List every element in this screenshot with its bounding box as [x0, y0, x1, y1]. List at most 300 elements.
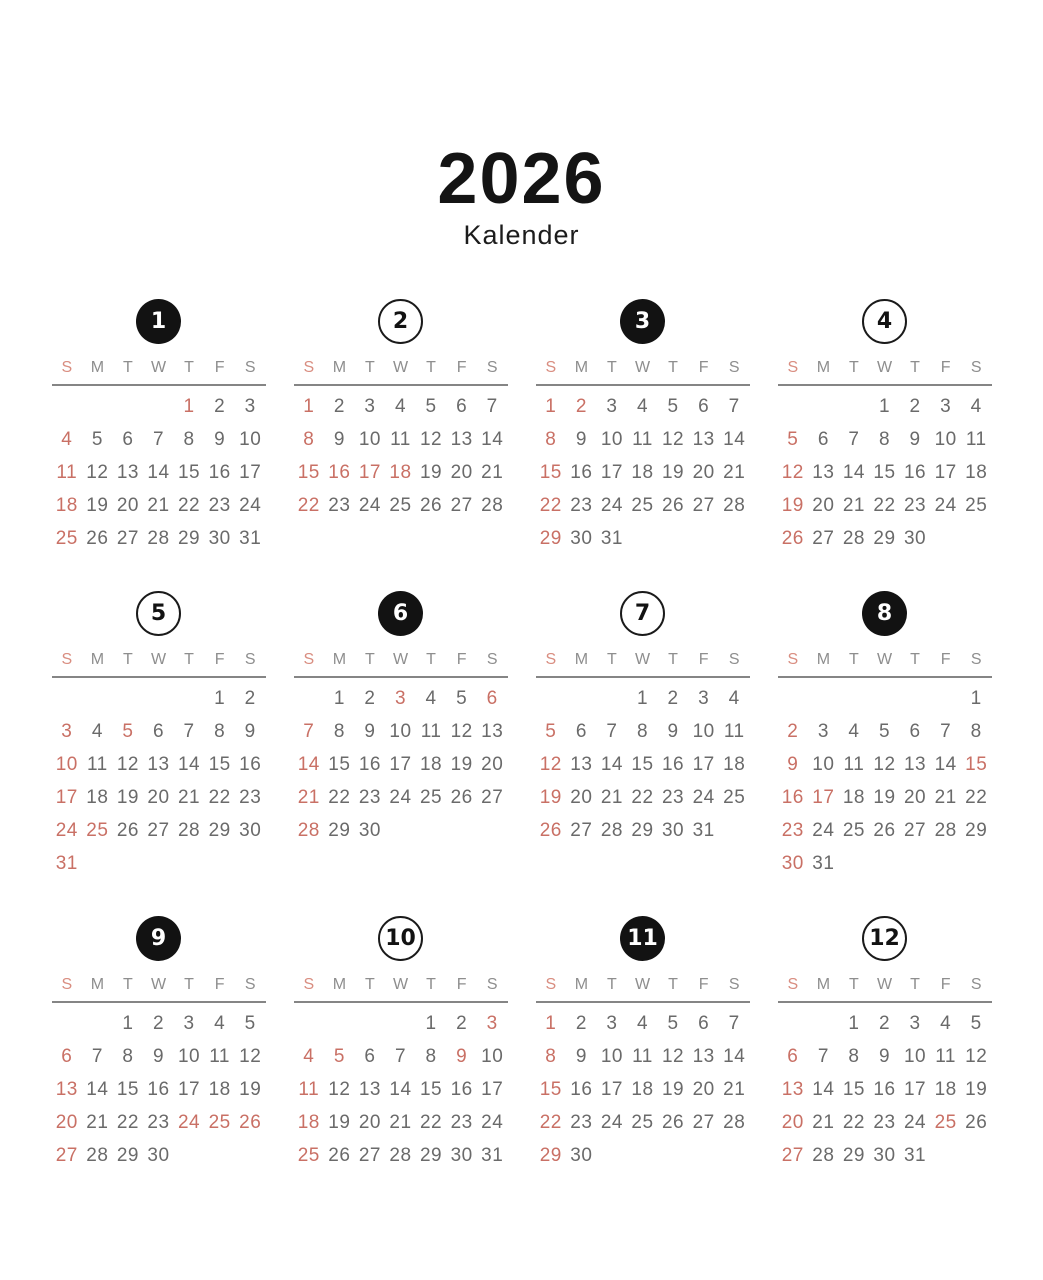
- empty-cell: [294, 682, 325, 715]
- day-cell: 19: [328, 1112, 351, 1133]
- day-cell: 7: [152, 429, 165, 450]
- day-cell: 17: [177, 1079, 201, 1100]
- day-cell: 27: [55, 1145, 78, 1166]
- day-cell: 25: [965, 495, 988, 516]
- day-cell: 31: [903, 1145, 927, 1166]
- weekday-label: W: [150, 976, 167, 993]
- day-cell: 6: [456, 396, 468, 417]
- day-cell: 18: [934, 1079, 957, 1100]
- day-cell: 10: [239, 429, 262, 450]
- day-cell: 5: [122, 721, 134, 742]
- weekday-label: T: [123, 651, 133, 668]
- day-cell: 11: [965, 429, 987, 450]
- day-cell: 15: [208, 754, 231, 775]
- day-cell: 28: [86, 1145, 109, 1166]
- day-cell: 20: [55, 1112, 78, 1133]
- day-cell: 17: [481, 1079, 504, 1100]
- month-number-badge: 3: [620, 299, 665, 344]
- month-number-badge: 2: [378, 299, 423, 344]
- weekday-label: T: [607, 651, 617, 668]
- day-cell: 17: [239, 462, 262, 483]
- weekday-label: S: [970, 359, 982, 376]
- weekday-label: W: [392, 651, 409, 668]
- weekday-label: F: [940, 976, 951, 993]
- day-cell: 3: [606, 1013, 618, 1034]
- day-cell: 2: [787, 721, 799, 742]
- weekday-label: T: [184, 976, 194, 993]
- day-cell: 11: [420, 721, 442, 742]
- day-cell: 21: [86, 1112, 109, 1133]
- day-cell: 5: [878, 721, 891, 742]
- day-cell: 25: [631, 1112, 654, 1133]
- day-cell: 26: [450, 787, 473, 808]
- weekday-label: T: [849, 976, 859, 993]
- day-cell: 8: [333, 721, 345, 742]
- day-cell: 3: [183, 1013, 195, 1034]
- day-cell: 2: [575, 1013, 587, 1034]
- day-cell: 21: [934, 787, 957, 808]
- day-cell: 12: [965, 1046, 988, 1067]
- day-cell: 5: [333, 1046, 345, 1067]
- day-cell: 8: [545, 429, 557, 450]
- day-cell: 19: [116, 787, 139, 808]
- day-cell: 24: [481, 1112, 504, 1133]
- weekday-label: M: [816, 359, 831, 376]
- day-cell: 30: [208, 528, 231, 549]
- day-cell: 17: [934, 462, 957, 483]
- day-cell: 13: [358, 1079, 381, 1100]
- weekday-header-row: [778, 976, 992, 1003]
- day-cell: 27: [450, 495, 473, 516]
- day-cell: 8: [636, 721, 649, 742]
- day-cell: 19: [661, 462, 685, 483]
- day-cell: 29: [177, 528, 201, 549]
- day-cell: 12: [328, 1079, 351, 1100]
- weekday-label: S: [787, 359, 799, 376]
- empty-cell: [566, 682, 597, 715]
- weekday-label: S: [486, 359, 498, 376]
- day-cell: 11: [723, 721, 745, 742]
- day-cell: 13: [692, 429, 715, 450]
- day-cell: 9: [787, 754, 799, 775]
- day-cell: 4: [636, 1013, 649, 1034]
- day-cell: 12: [419, 429, 443, 450]
- empty-cell: [536, 682, 567, 715]
- day-cell: 7: [91, 1046, 103, 1067]
- day-cell: 22: [177, 495, 201, 516]
- day-cell: 4: [61, 429, 73, 450]
- day-cell: 15: [539, 1079, 562, 1100]
- day-cell: 24: [177, 1112, 201, 1133]
- day-cell: 30: [358, 820, 381, 841]
- day-cell: 30: [903, 528, 927, 549]
- weekday-label: F: [456, 651, 467, 668]
- day-cell: 6: [575, 721, 587, 742]
- day-cell: 19: [539, 787, 562, 808]
- day-cell: 21: [723, 1079, 746, 1100]
- day-cell: 1: [333, 688, 345, 709]
- day-cell: 23: [873, 1112, 896, 1133]
- weekday-header-row: [52, 359, 266, 386]
- month-1: [52, 299, 266, 555]
- day-cell: 5: [667, 1013, 679, 1034]
- day-cell: 16: [570, 1079, 593, 1100]
- day-cell: 23: [239, 787, 262, 808]
- day-cell: 8: [545, 1046, 557, 1067]
- day-cell: 10: [177, 1046, 201, 1067]
- day-cell: 6: [909, 721, 921, 742]
- day-cell: 17: [55, 787, 78, 808]
- day-cell: 7: [728, 1013, 740, 1034]
- weekday-label: F: [214, 651, 225, 668]
- day-cell: 17: [389, 754, 412, 775]
- weekday-label: M: [90, 651, 105, 668]
- weekday-label: T: [426, 651, 436, 668]
- day-cell: 24: [692, 787, 715, 808]
- day-cell: 22: [631, 787, 654, 808]
- day-cell: 28: [177, 820, 201, 841]
- day-cell: 25: [419, 787, 443, 808]
- day-cell: 11: [632, 429, 653, 450]
- weekday-header-row: [52, 976, 266, 1003]
- day-cell: 4: [970, 396, 982, 417]
- day-cell: 27: [570, 820, 593, 841]
- day-cell: 13: [781, 1079, 804, 1100]
- day-cell: 31: [239, 528, 262, 549]
- day-cell: 16: [570, 462, 593, 483]
- day-cell: 15: [419, 1079, 443, 1100]
- day-cell: 26: [239, 1112, 262, 1133]
- day-cell: 13: [812, 462, 835, 483]
- day-cell: 10: [903, 1046, 927, 1067]
- month-10: [294, 916, 508, 1172]
- empty-cell: [324, 1007, 355, 1040]
- day-cell: 27: [692, 495, 715, 516]
- day-cell: 26: [661, 495, 685, 516]
- day-cell: 27: [812, 528, 835, 549]
- day-cell: 11: [390, 429, 411, 450]
- month-number-badge: 9: [136, 916, 181, 961]
- day-cell: 6: [152, 721, 165, 742]
- day-cell: 16: [873, 1079, 896, 1100]
- weekday-label: T: [668, 976, 678, 993]
- day-cell: 17: [600, 1079, 623, 1100]
- day-cell: 5: [667, 396, 679, 417]
- day-cell: 8: [848, 1046, 860, 1067]
- day-cell: 27: [781, 1145, 804, 1166]
- day-cell: 1: [425, 1013, 437, 1034]
- weekday-label: F: [214, 976, 225, 993]
- day-cell: 25: [842, 820, 865, 841]
- day-cell: 7: [394, 1046, 407, 1067]
- day-cell: 23: [903, 495, 927, 516]
- days-grid: [778, 1007, 992, 1172]
- month-number-badge: 10: [378, 916, 423, 961]
- empty-cell: [597, 682, 628, 715]
- day-cell: 19: [239, 1079, 262, 1100]
- day-cell: 6: [817, 429, 829, 450]
- day-cell: 9: [909, 429, 921, 450]
- empty-cell: [808, 1007, 839, 1040]
- day-cell: 16: [239, 754, 262, 775]
- day-cell: 20: [147, 787, 170, 808]
- day-cell: 12: [539, 754, 562, 775]
- day-cell: 9: [333, 429, 345, 450]
- day-cell: 13: [147, 754, 170, 775]
- month-9: [52, 916, 266, 1172]
- day-cell: 4: [940, 1013, 952, 1034]
- day-cell: 23: [661, 787, 685, 808]
- day-cell: 19: [781, 495, 804, 516]
- day-cell: 24: [600, 495, 623, 516]
- empty-cell: [355, 1007, 386, 1040]
- day-cell: 14: [481, 429, 504, 450]
- day-cell: 28: [389, 1145, 412, 1166]
- day-cell: 4: [91, 721, 103, 742]
- day-cell: 12: [661, 1046, 685, 1067]
- day-cell: 1: [545, 1013, 557, 1034]
- month-number-badge: 12: [862, 916, 907, 961]
- weekday-header-row: [536, 359, 750, 386]
- day-cell: 8: [878, 429, 891, 450]
- day-cell: 1: [848, 1013, 860, 1034]
- day-cell: 22: [208, 787, 231, 808]
- day-cell: 21: [389, 1112, 412, 1133]
- weekday-label: W: [876, 359, 893, 376]
- day-cell: 6: [364, 1046, 376, 1067]
- month-3: [536, 299, 750, 555]
- day-cell: 13: [450, 429, 473, 450]
- weekday-label: T: [365, 651, 375, 668]
- day-cell: 25: [723, 787, 746, 808]
- day-cell: 11: [935, 1046, 956, 1067]
- empty-cell: [778, 1007, 809, 1040]
- day-cell: 3: [486, 1013, 498, 1034]
- day-cell: 13: [903, 754, 927, 775]
- day-cell: 16: [328, 462, 351, 483]
- day-cell: 20: [812, 495, 835, 516]
- empty-cell: [385, 1007, 416, 1040]
- weekday-label: M: [816, 976, 831, 993]
- weekday-label: F: [456, 359, 467, 376]
- day-cell: 8: [303, 429, 315, 450]
- months-grid: [0, 299, 1043, 1172]
- empty-cell: [839, 682, 870, 715]
- day-cell: 14: [812, 1079, 835, 1100]
- day-cell: 23: [358, 787, 381, 808]
- day-cell: 26: [965, 1112, 988, 1133]
- days-grid: [294, 682, 508, 847]
- day-cell: 29: [873, 528, 896, 549]
- day-cell: 29: [419, 1145, 443, 1166]
- day-cell: 22: [419, 1112, 443, 1133]
- weekday-label: T: [849, 651, 859, 668]
- day-cell: 2: [456, 1013, 468, 1034]
- day-cell: 31: [692, 820, 715, 841]
- day-cell: 25: [389, 495, 412, 516]
- day-cell: 14: [177, 754, 201, 775]
- day-cell: 3: [698, 688, 710, 709]
- day-cell: 18: [389, 462, 412, 483]
- day-cell: 27: [692, 1112, 715, 1133]
- weekday-label: S: [303, 651, 315, 668]
- day-cell: 10: [358, 429, 381, 450]
- day-cell: 5: [787, 429, 799, 450]
- day-cell: 30: [661, 820, 685, 841]
- day-cell: 16: [208, 462, 231, 483]
- weekday-label: S: [545, 976, 557, 993]
- day-cell: 29: [208, 820, 231, 841]
- day-cell: 18: [208, 1079, 231, 1100]
- day-cell: 15: [116, 1079, 139, 1100]
- day-cell: 25: [631, 495, 654, 516]
- weekday-label: S: [787, 976, 799, 993]
- day-cell: 19: [86, 495, 109, 516]
- day-cell: 25: [208, 1112, 231, 1133]
- day-cell: 30: [239, 820, 262, 841]
- weekday-label: S: [970, 651, 982, 668]
- month-number-badge: 7: [620, 591, 665, 636]
- weekday-label: T: [123, 976, 133, 993]
- empty-cell: [174, 682, 205, 715]
- day-cell: 19: [873, 787, 896, 808]
- day-cell: 21: [842, 495, 865, 516]
- day-cell: 29: [631, 820, 654, 841]
- day-cell: 7: [303, 721, 315, 742]
- weekday-header-row: [536, 651, 750, 678]
- weekday-label: F: [698, 976, 709, 993]
- weekday-label: S: [61, 976, 73, 993]
- day-cell: 2: [333, 396, 345, 417]
- day-cell: 27: [903, 820, 927, 841]
- day-cell: 17: [812, 787, 835, 808]
- days-grid: [52, 390, 266, 555]
- month-8: [778, 591, 992, 880]
- month-number-badge: 11: [620, 916, 665, 961]
- day-cell: 20: [116, 495, 139, 516]
- empty-cell: [778, 682, 809, 715]
- day-cell: 4: [636, 396, 649, 417]
- day-cell: 1: [214, 688, 226, 709]
- day-cell: 18: [631, 462, 654, 483]
- weekday-label: M: [816, 651, 831, 668]
- weekday-label: S: [545, 651, 557, 668]
- days-grid: [536, 1007, 750, 1172]
- day-cell: 13: [481, 721, 504, 742]
- day-cell: 24: [934, 495, 957, 516]
- month-number-badge: 8: [862, 591, 907, 636]
- weekday-label: T: [910, 359, 920, 376]
- day-cell: 31: [812, 853, 835, 874]
- day-cell: 18: [965, 462, 988, 483]
- day-cell: 29: [842, 1145, 865, 1166]
- day-cell: 20: [781, 1112, 804, 1133]
- day-cell: 10: [600, 429, 623, 450]
- empty-cell: [778, 390, 809, 423]
- weekday-label: M: [574, 976, 589, 993]
- weekday-label: M: [90, 359, 105, 376]
- day-cell: 9: [667, 721, 679, 742]
- day-cell: 19: [419, 462, 443, 483]
- day-cell: 28: [723, 1112, 746, 1133]
- day-cell: 29: [965, 820, 988, 841]
- day-cell: 26: [873, 820, 896, 841]
- day-cell: 8: [970, 721, 982, 742]
- day-cell: 25: [55, 528, 78, 549]
- empty-cell: [52, 390, 83, 423]
- day-cell: 24: [812, 820, 835, 841]
- day-cell: 22: [873, 495, 896, 516]
- weekday-label: W: [150, 651, 167, 668]
- day-cell: 14: [600, 754, 623, 775]
- calendar-subtitle: Kalender: [463, 220, 580, 250]
- day-cell: 14: [723, 429, 746, 450]
- day-cell: 17: [692, 754, 715, 775]
- day-cell: 3: [364, 396, 376, 417]
- day-cell: 15: [631, 754, 654, 775]
- day-cell: 25: [86, 820, 109, 841]
- weekday-label: T: [426, 976, 436, 993]
- weekday-label: F: [940, 651, 951, 668]
- day-cell: 1: [545, 396, 557, 417]
- day-cell: 12: [116, 754, 139, 775]
- month-6: [294, 591, 508, 880]
- empty-cell: [839, 390, 870, 423]
- empty-cell: [52, 1007, 83, 1040]
- day-cell: 13: [55, 1079, 78, 1100]
- day-cell: 29: [539, 1145, 562, 1166]
- weekday-label: M: [332, 651, 347, 668]
- weekday-label: T: [607, 359, 617, 376]
- month-number-badge: 6: [378, 591, 423, 636]
- day-cell: 7: [486, 396, 498, 417]
- day-cell: 30: [570, 1145, 593, 1166]
- day-cell: 24: [600, 1112, 623, 1133]
- day-cell: 27: [116, 528, 139, 549]
- day-cell: 10: [600, 1046, 623, 1067]
- day-cell: 18: [419, 754, 443, 775]
- day-cell: 2: [214, 396, 226, 417]
- day-cell: 10: [481, 1046, 504, 1067]
- day-cell: 16: [358, 754, 381, 775]
- day-cell: 20: [692, 1079, 715, 1100]
- day-cell: 6: [486, 688, 498, 709]
- day-cell: 12: [450, 721, 473, 742]
- weekday-label: T: [365, 359, 375, 376]
- day-cell: 17: [600, 462, 623, 483]
- day-cell: 15: [873, 462, 896, 483]
- day-cell: 9: [152, 1046, 165, 1067]
- day-cell: 7: [728, 396, 740, 417]
- day-cell: 7: [606, 721, 618, 742]
- day-cell: 16: [450, 1079, 473, 1100]
- day-cell: 5: [425, 396, 437, 417]
- day-cell: 16: [147, 1079, 170, 1100]
- day-cell: 15: [842, 1079, 865, 1100]
- day-cell: 22: [539, 495, 562, 516]
- day-cell: 13: [692, 1046, 715, 1067]
- day-cell: 28: [934, 820, 957, 841]
- day-cell: 8: [122, 1046, 134, 1067]
- weekday-label: S: [486, 976, 498, 993]
- day-cell: 2: [667, 688, 679, 709]
- weekday-label: W: [150, 359, 167, 376]
- weekday-label: T: [910, 976, 920, 993]
- day-cell: 3: [817, 721, 829, 742]
- day-cell: 28: [812, 1145, 835, 1166]
- weekday-label: T: [910, 651, 920, 668]
- day-cell: 21: [177, 787, 201, 808]
